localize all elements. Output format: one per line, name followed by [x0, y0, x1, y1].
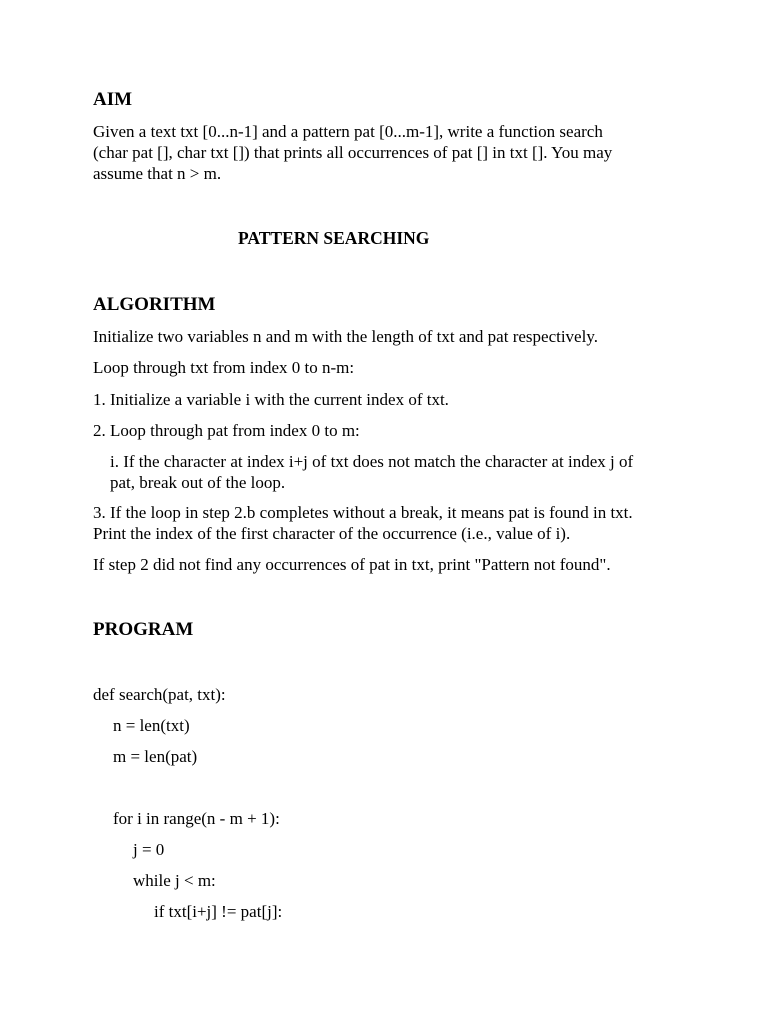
- algorithm-heading: ALGORITHM: [93, 294, 216, 315]
- aim-line-1: Given a text txt [0...n-1] and a pattern pat [0...m-1], write a function search: [93, 122, 603, 141]
- code-line-if: if txt[i+j] != pat[j]:: [154, 902, 283, 921]
- code-line-n: n = len(txt): [113, 716, 190, 735]
- code-line-def: def search(pat, txt):: [93, 685, 226, 704]
- algorithm-line-2: Loop through txt from index 0 to n-m:: [93, 358, 355, 377]
- algorithm-step-3-line-2: Print the index of the first character of the occurrence (i.e., value of i).: [93, 524, 571, 543]
- aim-heading: AIM: [93, 89, 133, 110]
- program-heading: PROGRAM: [93, 619, 194, 640]
- algorithm-substep-line-1: i. If the character at index i+j of txt does not match the character at index j of: [110, 452, 634, 471]
- algorithm-final-line: If step 2 did not find any occurrences of pat in txt, print "Pattern not found".: [93, 555, 611, 574]
- aim-line-3: assume that n > m.: [93, 164, 222, 183]
- algorithm-step-1: 1. Initialize a variable i with the current index of txt.: [93, 390, 449, 409]
- code-line-while: while j < m:: [133, 871, 216, 890]
- algorithm-step-2: 2. Loop through pat from index 0 to m:: [93, 421, 360, 440]
- code-line-m: m = len(pat): [113, 747, 198, 766]
- code-line-for: for i in range(n - m + 1):: [113, 809, 280, 828]
- page-title: PATTERN SEARCHING: [238, 228, 430, 248]
- algorithm-step-3-line-1: 3. If the loop in step 2.b completes without a break, it means pat is found in txt.: [93, 503, 633, 522]
- algorithm-line-1: Initialize two variables n and m with the length of txt and pat respectively.: [93, 327, 598, 346]
- algorithm-substep-line-2: pat, break out of the loop.: [110, 473, 286, 492]
- code-line-j: j = 0: [133, 840, 165, 859]
- aim-line-2: (char pat [], char txt []) that prints all occurrences of pat [] in txt []. You may: [93, 143, 613, 162]
